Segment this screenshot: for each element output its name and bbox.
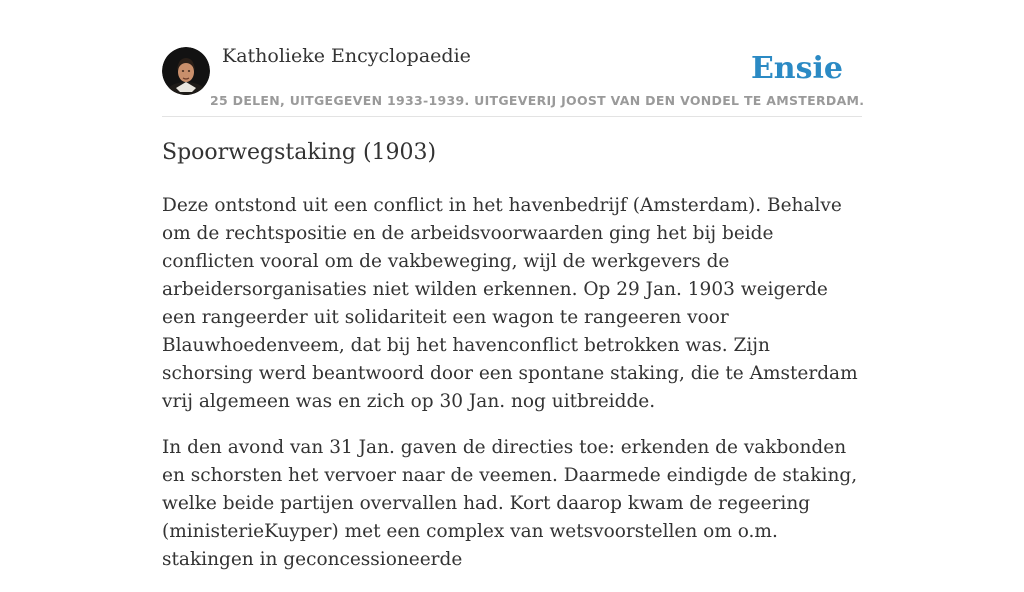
source-header bbox=[162, 0, 865, 117]
source-subtitle: 25 DELEN, UITGEGEVEN 1933-1939. UITGEVERIJ JOOST VAN DEN VONDEL TE AMSTERDAM. bbox=[210, 93, 865, 108]
portrait-avatar-image bbox=[162, 47, 210, 95]
article-title: Spoorwegstaking (1903) bbox=[162, 140, 437, 165]
source-title[interactable]: Katholieke Encyclopaedie bbox=[222, 45, 471, 67]
article-paragraph: Deze ontstond uit een conflict in het havenbedrijf (Amsterdam). Behalve om de rechtspositie en de arbeidsvoorwaarden ging het bij beide conflicten vooral om de vakbeweging, wijl de werkgevers de arbeidersorganisaties niet wilden erkennen. Op 29 Jan. 1903 weigerde een rangeerder uit solidariteit een wagon te rangeeren voor Blauwhoedenveem, dat bij het havenconflict betrokken was. Zijn schorsing werd beantwoord door een spontane staking, die te Amsterdam vrij algemeen was en zich op 30 Jan. nog uitbreidde. bbox=[162, 195, 858, 412]
article-paragraph: In den avond van 31 Jan. gaven de directies toe: erkenden de vakbonden en schorsten het vervoer naar de veemen. Daarmede eindigde de staking, welke beide partijen overvallen had. Kort daarop kwam de regeering (ministerieKuyper) met een complex van wetsvoorstellen om o.m. stakingen in geconcessioneerde bbox=[162, 437, 858, 570]
page bbox=[162, 0, 865, 570]
brand-logo[interactable]: Ensie bbox=[750, 51, 843, 86]
article-body bbox=[162, 192, 862, 592]
portrait-avatar-icon[interactable] bbox=[162, 47, 210, 95]
